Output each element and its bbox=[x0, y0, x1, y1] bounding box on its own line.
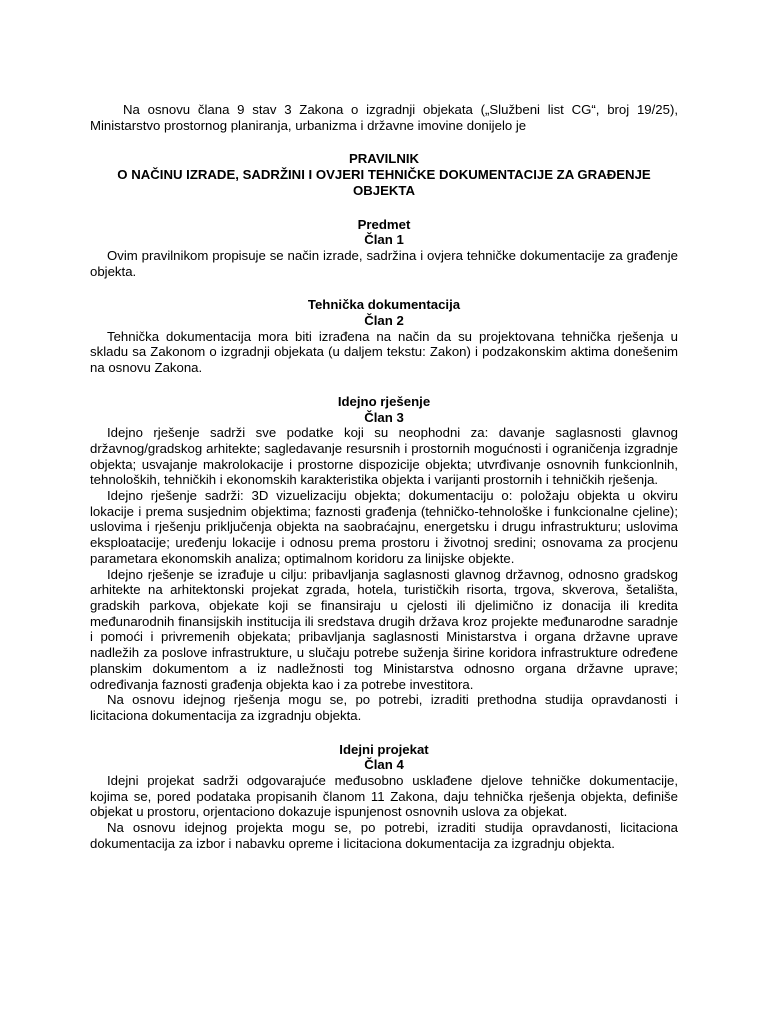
article-number: Član 1 bbox=[364, 232, 404, 248]
section-heading-idejni-projekat bbox=[90, 742, 678, 773]
section-title: Idejni projekat bbox=[339, 741, 429, 757]
title-line-pravilnik: PRAVILNIK bbox=[348, 151, 420, 167]
article-paragraph: Tehnička dokumentacija mora biti izrađena na način da su projektovana tehnička rješenja u skladu sa Zakonom o izgradnji objekata (u daljem tekstu: Zakon) i podzakonskim aktima donešenim na osnovu Zakona. bbox=[90, 328, 678, 376]
article-paragraph: Ovim pravilnikom propisuje se način izrade, sadržina i ovjera tehničke dokumentacije za građenje objekta. bbox=[90, 247, 678, 279]
document-title bbox=[90, 151, 678, 198]
article-paragraph: Idejno rješenje se izrađuje u cilju: pribavljanja saglasnosti glavnog državnog, odnosno gradskog arhitekte na arhitektonski projekat zgrada, hotela, turističkih risorta, trgova, skverova, šetališta, gradskih parkova, objekate koji se finansiraju u cjelosti ili djelimično iz donacija ili kredita međunarodnih finansijskih institucija ili sredstava drugih država kroz projekte međunarodne saradnje i pomoći i privremenih objekata; pribavljanja saglasnosti Ministarstva i organa državne uprave nadležih za poslove infrastrukture, u slučaju potrebe suženja širine koridora infrastrukture određene planskim dokumentom a iz nadležnosti tog Ministarstva odnosno organa državne uprave; određivanja faznosti građenja objekta kao i za potrebe investitora. bbox=[90, 566, 678, 692]
section-title: Predmet bbox=[357, 216, 411, 232]
article-paragraph: Idejno rješenje sadrži: 3D vizuelizaciju objekta; dokumentaciju o: položaju objekta u okviru lokacije i prema susjednim objektima; faznosti građenja (tehničko-tehnološke i funkcionalne cjeline); uslovima i rješenju priključenja objekta na saobraćajnu, energetsku i drugu infrastrukturu; uslovima eksploatacije; uređenju lokacije i odnosu prema prostoru i životnoj sredini; osnovama za procjenu parametara ekonomskih analiza; optimalnom koridoru za linijske objekte. bbox=[90, 488, 678, 566]
section-title: Tehnička dokumentacija bbox=[307, 297, 461, 313]
section-title: Idejno rješenje bbox=[337, 393, 431, 409]
title-line-subject: O NAČINU IZRADE, SADRŽINI I OVJERI TEHNIČKE DOKUMENTACIJE ZA GRAĐENJE OBJEKTA bbox=[117, 167, 651, 198]
article-number: Član 4 bbox=[364, 757, 404, 773]
article-paragraph: Idejno rješenje sadrži sve podatke koji su neophodni za: davanje saglasnosti glavnog državnog/gradskog arhitekte; sagledavanje resursnih i prostornih mogućnosti i ograničenja izgradnje objekta; usvajanje makrolokacije i prostorne dispozicije objekta; utvrđivanje osnovnih funkcionlnih, tehnoloških, tehničkih i ekonomskih karakteristika objekta i varijanti prostornih i tehničkih rješenja. bbox=[90, 425, 678, 488]
article-number: Član 3 bbox=[364, 409, 404, 425]
section-heading-predmet bbox=[90, 217, 678, 248]
preamble-paragraph: Na osnovu člana 9 stav 3 Zakona o izgradnji objekata („Službeni list CG“, broj 19/25), Ministarstvo prostornog planiranja, urbanizma i državne imovine donijelo je bbox=[90, 102, 678, 133]
article-paragraph: Idejni projekat sadrži odgovarajuće međusobno usklađene djelove tehničke dokumentacije, kojima se, pored podataka propisanih članom 11 Zakona, daju tehnička rješenja objekta, definiše objekat u prostoru, orjentaciono dokazuje ispunjenost osnovnih uslova za objekat. bbox=[90, 773, 678, 820]
section-heading-tehnicka-dokumentacija bbox=[90, 297, 678, 328]
article-paragraph: Na osnovu idejnog projekta mogu se, po potrebi, izraditi studija opravdanosti, licitaciona dokumentacija za izbor i nabavku opreme i licitaciona dokumentacija za izgradnju objekta. bbox=[90, 820, 678, 851]
article-paragraph: Na osnovu idejnog rješenja mogu se, po potrebi, izraditi prethodna studija opravdanosti i licitaciona dokumentacija za izgradnju objekta. bbox=[90, 692, 678, 723]
document-page bbox=[90, 102, 678, 852]
article-number: Član 2 bbox=[364, 313, 404, 329]
section-heading-idejno-rjesenje bbox=[90, 394, 678, 425]
